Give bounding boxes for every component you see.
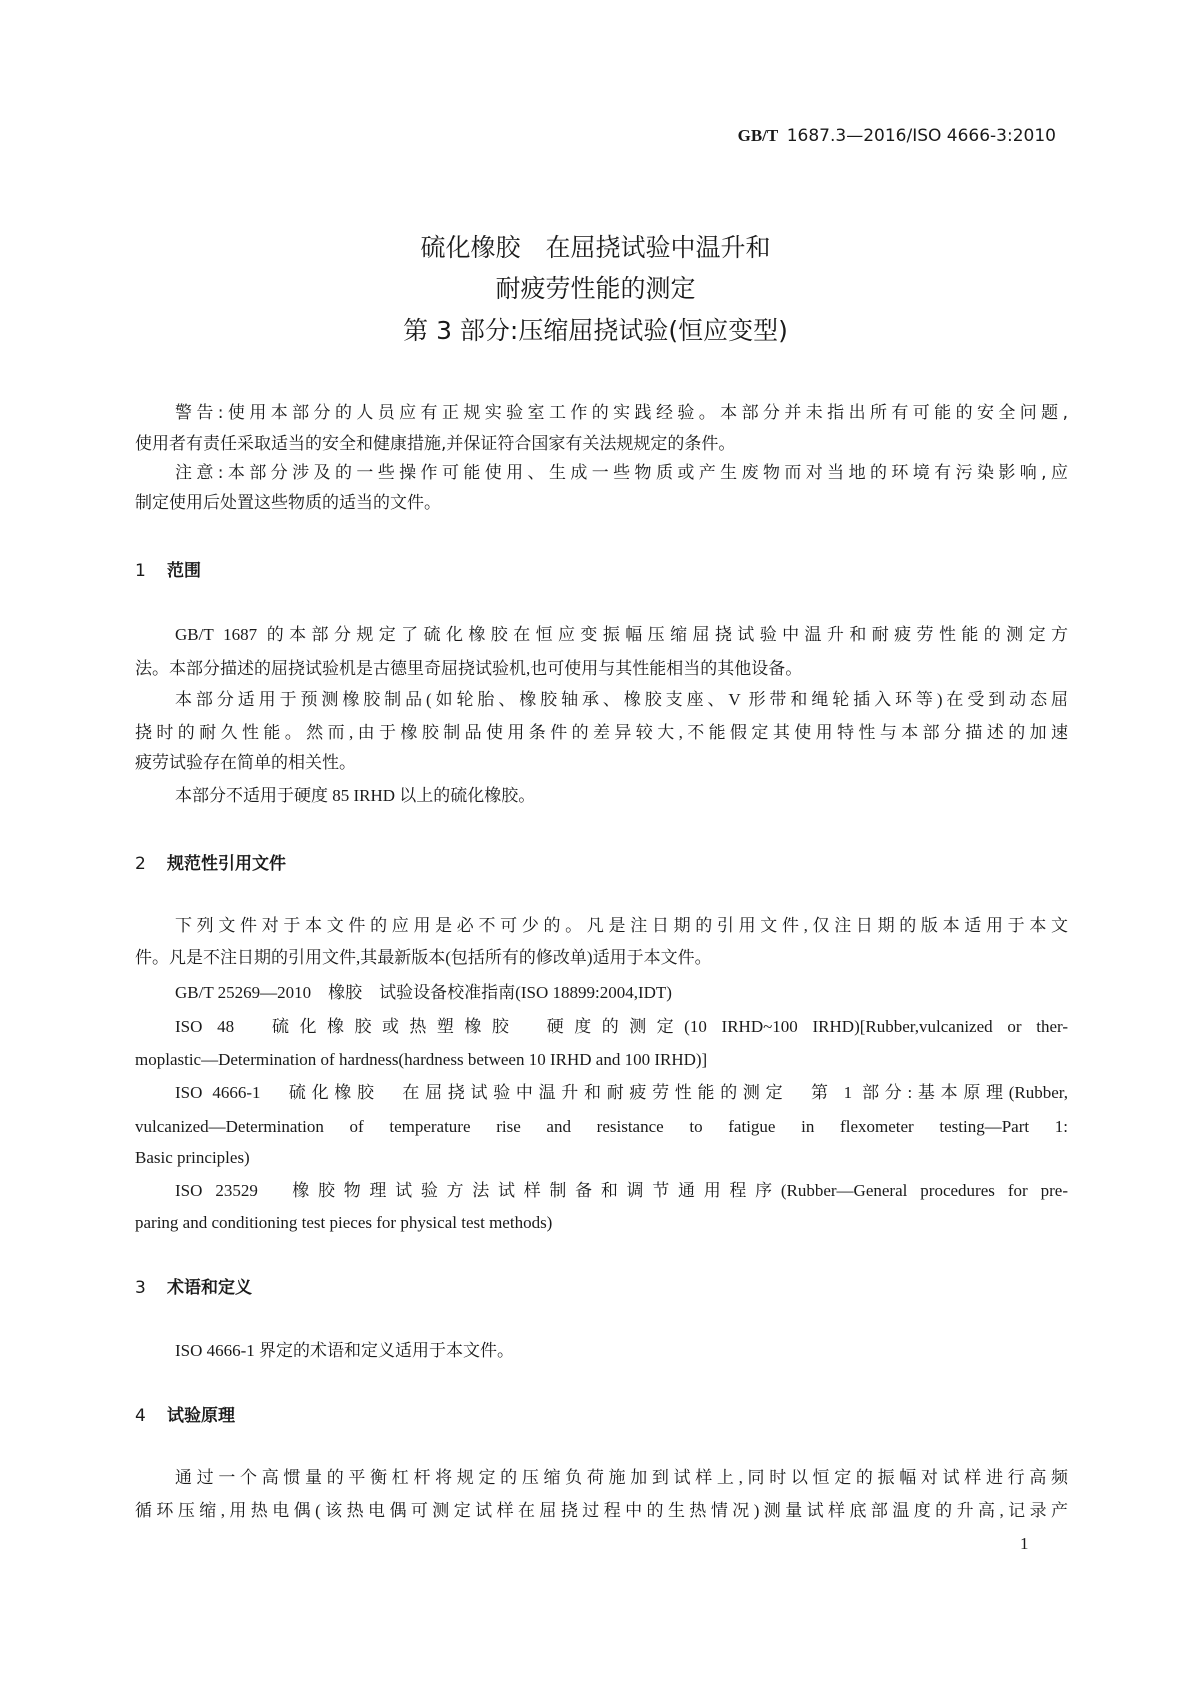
body-line: 通过一个高惯量的平衡杠杆将规定的压缩负荷施加到试样上,同时以恒定的振幅对试样进行高频 bbox=[175, 1468, 1068, 1487]
standard-number bbox=[738, 126, 1056, 146]
reference-item: paring and conditioning test pieces for physical test methods) bbox=[135, 1213, 553, 1232]
section-number: 1 bbox=[135, 561, 146, 581]
section-number: 4 bbox=[135, 1406, 146, 1426]
section-heading-2 bbox=[135, 852, 286, 876]
note-text: 注意:本部分涉及的一些操作可能使用、生成一些物质或产生废物而对当地的环境有污染影响,应 bbox=[175, 463, 1068, 483]
section-heading-3 bbox=[135, 1276, 252, 1300]
body-line: 循环压缩,用热电偶(该热电偶可测定试样在屈挠过程中的生热情况)测量试样底部温度的升高,记录产 bbox=[135, 1501, 1068, 1520]
section-title: 试验原理 bbox=[167, 1406, 235, 1426]
section-number: 3 bbox=[135, 1278, 146, 1298]
body-line: 疲劳试验存在简单的相关性。 bbox=[135, 753, 356, 772]
section-heading-4 bbox=[135, 1404, 235, 1428]
body-line: 本部分不适用于硬度 85 IRHD 以上的硫化橡胶。 bbox=[175, 786, 536, 805]
section-heading-1 bbox=[135, 559, 201, 583]
body-line: GB/T 1687 的本部分规定了硫化橡胶在恒应变振幅压缩屈挠试验中温升和耐疲劳性能的测定方 bbox=[175, 625, 1068, 644]
body-line: ISO 4666-1 界定的术语和定义适用于本文件。 bbox=[175, 1341, 515, 1360]
section-number: 2 bbox=[135, 854, 146, 874]
standard-prefix: GB/T bbox=[737, 126, 779, 145]
page-number: 1 bbox=[1020, 1534, 1029, 1553]
reference-item: ISO 4666-1 硫化橡胶 在屈挠试验中温升和耐疲劳性能的测定 第 1 部分:基本原理(Rubber, bbox=[175, 1083, 1068, 1102]
section-title: 规范性引用文件 bbox=[167, 854, 286, 874]
title-line-1: 硫化橡胶 在屈挠试验中温升和 bbox=[420, 233, 771, 262]
title-line-2: 耐疲劳性能的测定 bbox=[495, 274, 696, 303]
warning-text: 使用者有责任采取适当的安全和健康措施,并保证符合国家有关法规规定的条件。 bbox=[135, 434, 736, 454]
body-line: 本部分适用于预测橡胶制品(如轮胎、橡胶轴承、橡胶支座、V 形带和绳轮插入环等)在受到动态屈 bbox=[175, 690, 1068, 709]
reference-item: Basic principles) bbox=[135, 1148, 250, 1167]
body-line: 下列文件对于本文件的应用是必不可少的。凡是注日期的引用文件,仅注日期的版本适用于本文 bbox=[175, 916, 1068, 935]
standard-code: 1687.3—2016/ISO 4666-3:2010 bbox=[786, 126, 1056, 146]
reference-item: moplastic—Determination of hardness(hardness between 10 IRHD and 100 IRHD)] bbox=[135, 1050, 708, 1069]
body-line: 件。凡是不注日期的引用文件,其最新版本(包括所有的修改单)适用于本文件。 bbox=[135, 948, 712, 967]
section-title: 术语和定义 bbox=[167, 1278, 252, 1298]
body-line: 法。本部分描述的屈挠试验机是古德里奇屈挠试验机,也可使用与其性能相当的其他设备。 bbox=[135, 659, 803, 678]
reference-item: ISO 48 硫化橡胶或热塑橡胶 硬度的测定(10 IRHD~100 IRHD)[Rubber,vulcanized or ther- bbox=[175, 1017, 1068, 1036]
title-line-3: 第 3 部分:压缩屈挠试验(恒应变型) bbox=[403, 316, 788, 345]
reference-item: GB/T 25269—2010 橡胶 试验设备校准指南(ISO 18899:2004,IDT) bbox=[175, 983, 672, 1002]
note-text: 制定使用后处置这些物质的适当的文件。 bbox=[135, 493, 441, 513]
reference-item: ISO 23529 橡胶物理试验方法试样制备和调节通用程序(Rubber—General procedures for pre- bbox=[175, 1181, 1068, 1200]
section-title: 范围 bbox=[167, 561, 201, 581]
warning-text: 警告:使用本部分的人员应有正规实验室工作的实践经验。本部分并未指出所有可能的安全问题, bbox=[175, 403, 1068, 423]
reference-item: vulcanized—Determination of temperature rise and resistance to fatigue in flexometer testing—Part 1: bbox=[135, 1117, 1068, 1136]
body-line: 挠时的耐久性能。然而,由于橡胶制品使用条件的差异较大,不能假定其使用特性与本部分描述的加速 bbox=[135, 723, 1068, 742]
